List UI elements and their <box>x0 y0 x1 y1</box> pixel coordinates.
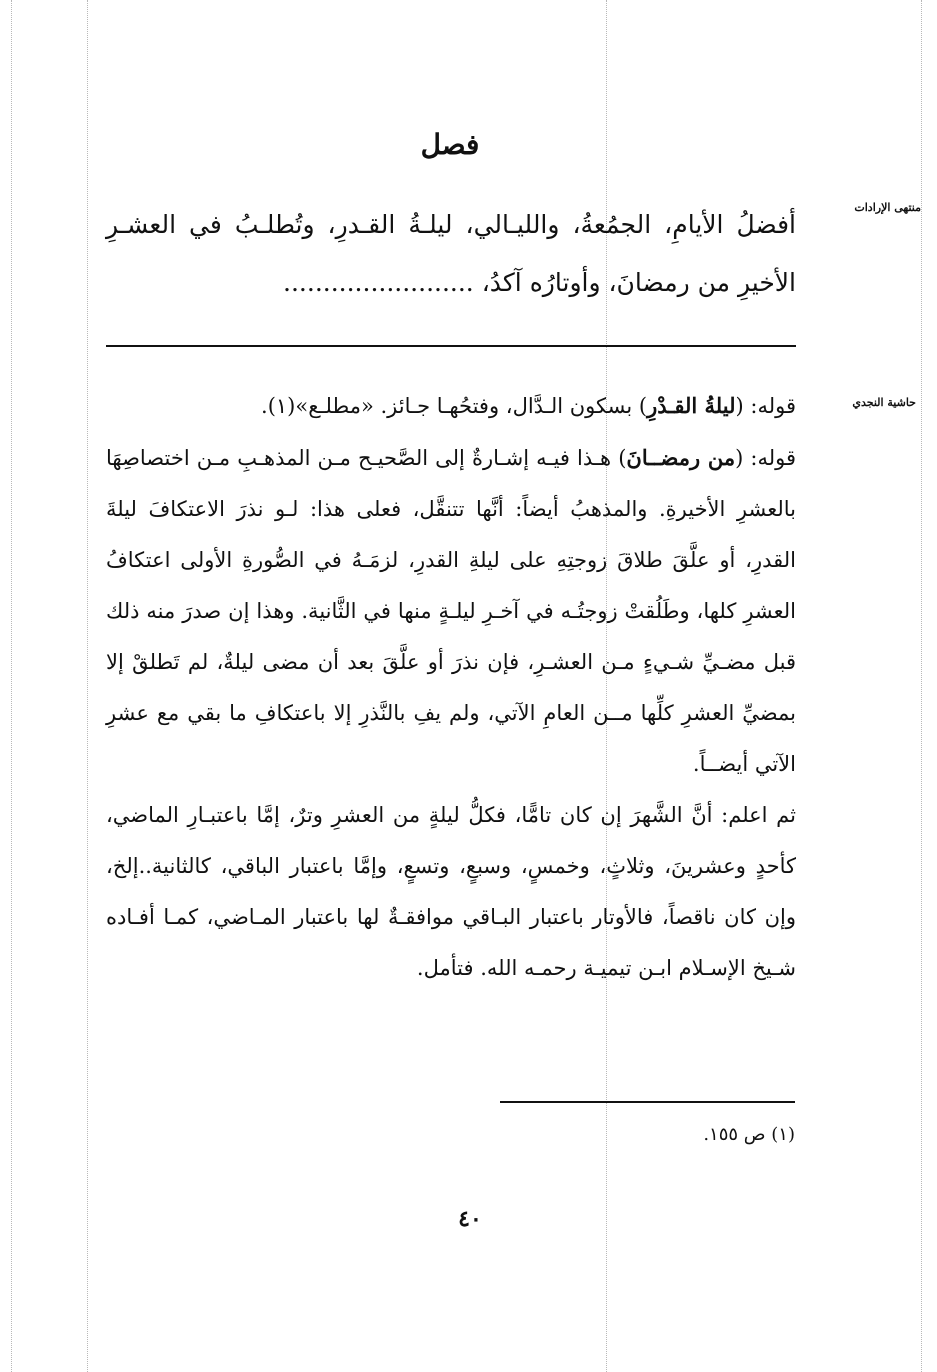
main-text <box>106 196 796 312</box>
commentary-body-1: ) بسكون الـدَّال، وفتحُهـا جـائز. «مطلـع»(١). <box>261 394 648 418</box>
commentary <box>106 380 796 994</box>
footnote-divider <box>500 1101 795 1103</box>
footnote: (١) ص ١٥٥. <box>703 1124 795 1145</box>
main-text-dots: ........................ <box>283 268 474 297</box>
commentary-paragraph-1 <box>106 380 796 432</box>
side-label-matn: منتهى الإرادات <box>854 201 921 214</box>
section-title: فصل <box>420 128 480 161</box>
side-label-hashiya: حاشية النجدي <box>852 396 916 409</box>
commentary-body-2: ) هـذا فيـه إشـارةٌ إلى الصَّحيـح مـن المذهـبِ مـن اختصاصِهَا بالعشرِ الأخيرةِ. والمذهبُ أيضاً: أنَّها تتنقَّل، فعلى هذا: لـو نذرَ الاعتكافَ ليلةَ القدرِ، أو علَّقَ طلاقَ زوجتِهِ على ليلةِ القدرِ، لزمَـهُ في الصُّورةِ الأولى اعتكافُ العشرِ كلها، وطَلُقتْ زوجتُـه في آخـرِ ليلـةٍ منها في الثَّانية. وهذا إن صدرَ منه ذلك قبل مضـيِّ شـيءٍ مـن العشـرِ، فإن نذرَ أو علَّقَ بعد أن مضى ليلةٌ، لم تَطلقْ إلا بمضيِّ العشرِ كلِّها مــن العامِ الآتي، ولم يفِ بالنَّذرِ إلا باعتكافِ ما بقي مع عشرِ الآتي أيضــاً. <box>106 446 796 776</box>
page-number: ٤٠ <box>458 1206 482 1232</box>
commentary-intro: قوله: ( <box>735 446 796 470</box>
commentary-paragraph-3: ثم اعلم: أنَّ الشَّهرَ إن كان تامًّا، فكلُّ ليلةٍ من العشرِ وترٌ، إمَّا باعتبـارِ الماضي، كأحدٍ وعشرينَ، وثلاثٍ، وخمسٍ، وسبعٍ، وتسعٍ، وإمَّا باعتبار الباقي، كالثانية..إلخ، وإن كان ناقصاً، فالأوتار باعتبار البـاقي موافقـةٌ لها باعتبار المـاضي، كمـا أفـاده شـيخ الإسـلام ابـن تيميـة رحمـه الله. فتأمل. <box>106 803 796 980</box>
main-text-body: أفضلُ الأيامِ، الجمُعةُ، والليـالي، ليلـةُ القـدرِ، وتُطلـبُ في العشـرِ الأخيرِ من رمضانَ، وأوتارُه آكدُ، <box>106 210 796 297</box>
commentary-term-1: ليلةُ القـدْرِ <box>647 393 736 418</box>
section-divider <box>106 345 796 347</box>
commentary-term-2: من رمضــانَ <box>626 445 736 470</box>
commentary-intro: قوله: ( <box>735 394 796 418</box>
commentary-paragraph-2 <box>106 432 796 790</box>
